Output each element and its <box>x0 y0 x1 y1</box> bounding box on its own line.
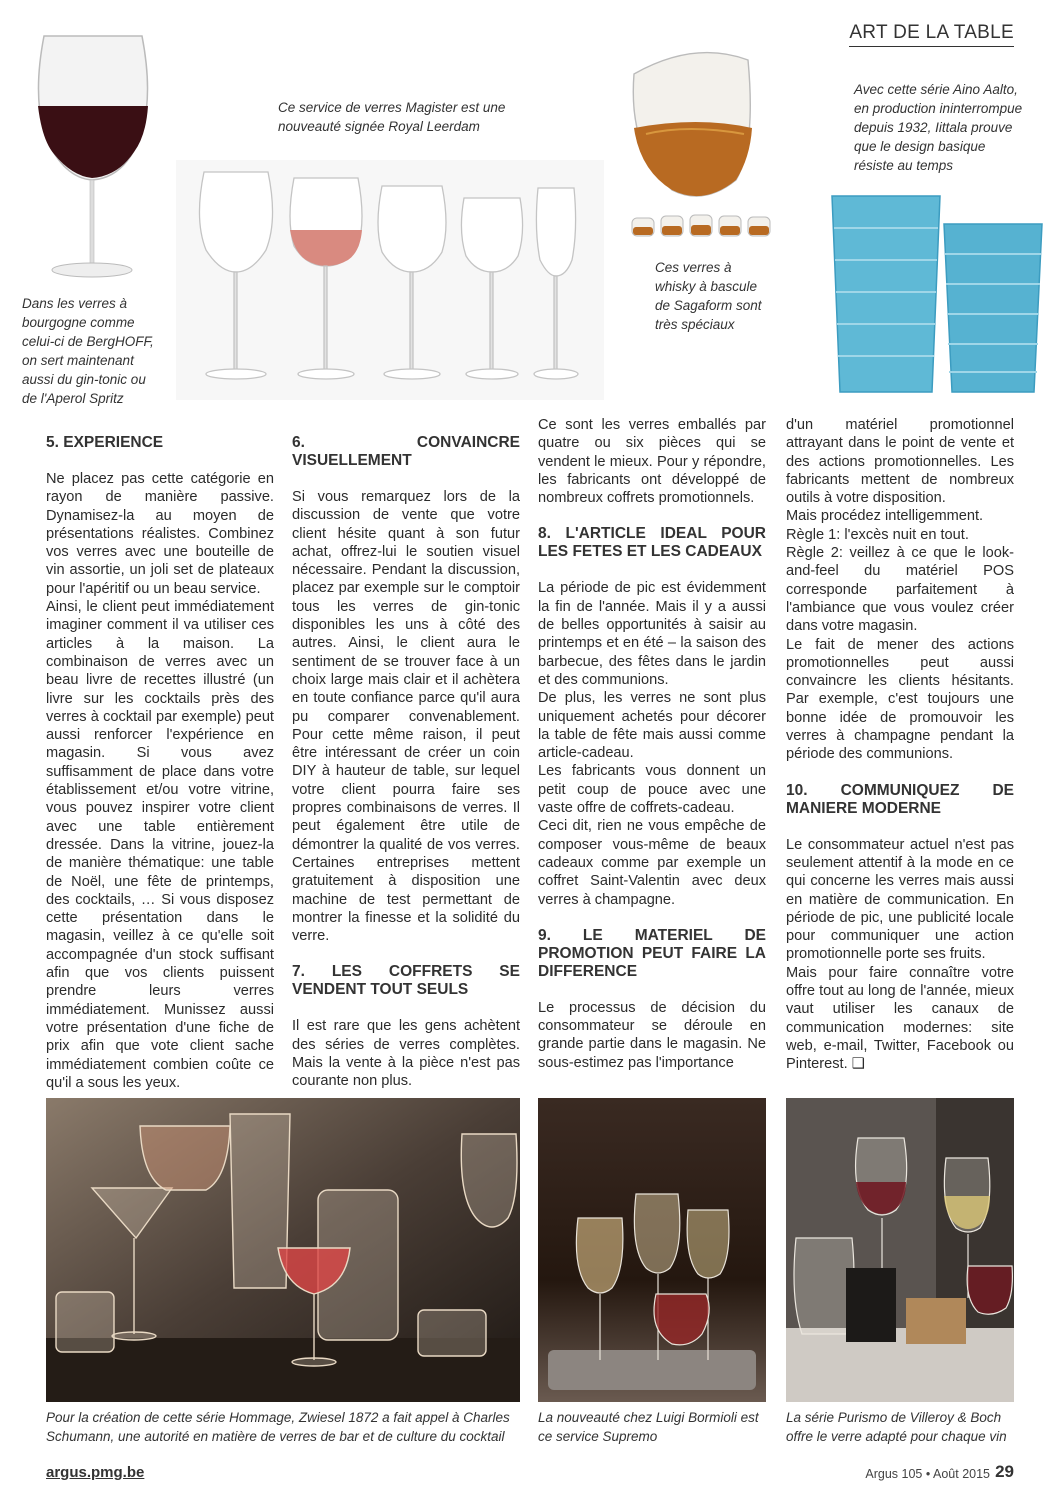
caption-bormioli: La nouveauté chez Luigi Bormioli est ce service Supremo <box>538 1410 759 1444</box>
paragraph: Si vous remarquez lors de la discussion de vente que votre client hésite quant à son futur achat, offrez-lui le soutien visuel nécessaire. Pendant la discussion, placez par exemple sur le comptoir tous les verres de gin-tonic disponibles les uns à côté des autres. Ainsi, le client aura le sentiment de se trouver face à un choix large mais clair et il achètera en toute confiance parce qu'il aura pu comparer convenablement. Pour cette même raison, il peut être intéressant de créer un coin DIY à hauteur de table, sur lequel votre client pourra faire ses propres combinaisons de verres. Il peut également être utile de démontrer la qualité de vos verres. Certaines entreprises mettent gratuitement à disposition une machine de test permettant de montrer la finesse et la solidité du verre. <box>292 489 520 945</box>
paragraph: Les fabricants vous donnent un petit coup de pouce avec une vaste offre de coffrets-cadeau. <box>538 763 766 817</box>
paragraph: Règle 1: l'excès nuit en tout. <box>786 526 969 543</box>
paragraph: Ce sont les verres emballés par quatre ou six pièces qui se vendent le mieux. Pour y répondre, les fabricants ont développé de nombreux coffrets promotionnels. <box>538 417 766 507</box>
berghoff-glass-image <box>24 28 170 284</box>
paragraph: Le consommateur actuel n'est pas seulement attentif à la mode en ce qui concerne les verres mais aussi en matière de communication. En période de pic, une publicité locale pour communiquer une action promotionnelle porte ses fruits. <box>786 836 1014 963</box>
paragraph: Ne placez pas cette catégorie en rayon de manière passive. Dynamisez-la au moyen de présentations réalistes. Combinez vos verres avec une bouteille de vin assortie, un joli set de plateaux pour l'apéritif ou un beau service. <box>46 471 274 597</box>
paragraph: Le processus de décision du consommateur se déroule en grande partie dans le magasin. Ne sous-estimez pas l'importance <box>538 999 766 1071</box>
footer-issue: Argus 105 • Août 2015 <box>865 1467 990 1481</box>
heading-materiel-promotion: 9. LE MATERIEL DE PROMOTION PEUT FAIRE LA DIFFERENCE <box>538 926 766 980</box>
paragraph: Ceci dit, rien ne vous empêche de composer vous-même de beaux cadeaux comme par exemple un coffret Saint-Valentin avec deux verres à champagne. <box>538 818 766 908</box>
page-number: 29 <box>995 1462 1014 1481</box>
heading-coffrets: 7. LES COFFRETS SE VENDENT TOUT SEULS <box>292 963 520 999</box>
paragraph: Mais procédez intelligemment. <box>786 508 984 525</box>
heading-communiquez: 10. COMMUNIQUEZ DE MANIERE MODERNE <box>786 781 1014 817</box>
paragraph: Règle 2: veillez à ce que le look-and-feel du matériel POS corresponde parfaitement à l'ambiance que vous voulez créer dans votre magasin. <box>786 545 1014 635</box>
heading-article-ideal: 8. L'ARTICLE IDEAL POUR LES FETES ET LES CADEAUX <box>538 525 766 561</box>
magister-glasses-image <box>176 160 604 400</box>
caption-zwiesel: Pour la création de cette série Hommage, Zwiesel 1872 a fait appel à Charles Schumann, une autorité en matière de verres de bar et de culture du cocktail <box>46 1410 510 1444</box>
paragraph: Le fait de mener des actions promotionnelles peut aussi convaincre les clients hésitants. Par exemple, c'est toujours une bonne idée de promouvoir les verres à champagne pendant la période des communions. <box>786 636 1014 763</box>
article-column-4 <box>786 416 1014 1074</box>
article-column-1 <box>46 434 274 1092</box>
section-label: ART DE LA TABLE <box>849 22 1014 47</box>
paragraph: La période de pic est évidemment la fin de l'année. Mais il y a aussi de belles opportunités à saisir au printemps et en été – la saison des barbecue, des fêtes dans le jardin et des communions. <box>538 580 766 688</box>
sagaform-whisky-glass-image <box>624 30 758 210</box>
caption-magister: Ce service de verres Magister est une nouveauté signée Royal Leerdam <box>278 100 506 134</box>
paragraph: Il est rare que les gens achètent des séries de verres complètes. Mais la vente à la pièce n'est pas courante non plus. <box>292 1018 520 1090</box>
paragraph <box>786 964 1014 1074</box>
end-mark-icon: ❑ <box>851 1056 865 1073</box>
sagaform-mini-glasses-image <box>630 210 780 240</box>
paragraph: d'un matériel promotionnel attrayant dans le point de vente et des actions promotionnelles. Les fabricants mettent de nombreux outils à votre disposition. <box>786 417 1014 507</box>
caption-sagaform: Ces verres à whisky à bascule de Sagaform sont très spéciaux <box>655 260 762 332</box>
caption-aalto: Avec cette série Aino Aalto, en production ininterrompue depuis 1932, Iittala prouve que le design basique résiste au temps <box>854 82 1023 173</box>
paragraph: De plus, les verres ne sont plus uniquement achetés pour décorer la table de fête mais aussi comme article-cadeau. <box>538 690 766 762</box>
footer-website-link[interactable]: argus.pmg.be <box>46 1464 145 1481</box>
caption-villeroy: La série Purismo de Villeroy & Boch offre le verre adapté pour chaque vin <box>786 1410 1007 1444</box>
caption-berghoff: Dans les verres à bourgogne comme celui-ci de BergHOFF, on sert maintenant aussi du gin-tonic ou de l'Aperol Spritz <box>22 296 154 406</box>
heading-convaincre: 6. CONVAINCRE VISUELLEMENT <box>292 434 520 469</box>
bormioli-supremo-photo <box>538 1098 766 1402</box>
paragraph-text: Mais pour faire connaître votre offre tout au long de l'année, mieux vaut utiliser les canaux de communication modernes: site web, e-mail, Twitter, Facebook ou Pinterest. <box>786 964 1014 1073</box>
aalto-tumblers-image <box>826 188 1048 400</box>
article-column-2 <box>292 434 520 1091</box>
villeroy-purismo-photo <box>786 1098 1014 1402</box>
article-column-3 <box>538 416 766 1072</box>
zwiesel-hommage-photo <box>46 1098 520 1402</box>
paragraph: Ainsi, le client peut immédiatement imaginer comment il va utiliser ces articles à la maison. La combinaison de verres avec un beau livre de recettes illustré (un livre sur les cocktails près des verres à cocktail par exemple) peut aussi renforcer l'expérience en magasin. Si vous avez suffisamment de place dans votre établissement et/ou votre vitrine, vous pouvez inspirer votre client avec une table entièrement dressée. Dans la vitrine, jouez-la de manière thématique: une table de Noël, une fête de printemps, des cocktails, … Si vous disposez cette présentation dans le magasin, veillez à ce qu'elle soit accompagnée d'un stock suffisant afin que vos clients puissent prendre leurs verres immédiatement. Munissez aussi votre présentation d'une fiche de prix afin que vote client sache immédiatement combien coûte ce qu'il a sous les yeux. <box>46 599 274 1091</box>
heading-experience: 5. EXPERIENCE <box>46 434 164 451</box>
